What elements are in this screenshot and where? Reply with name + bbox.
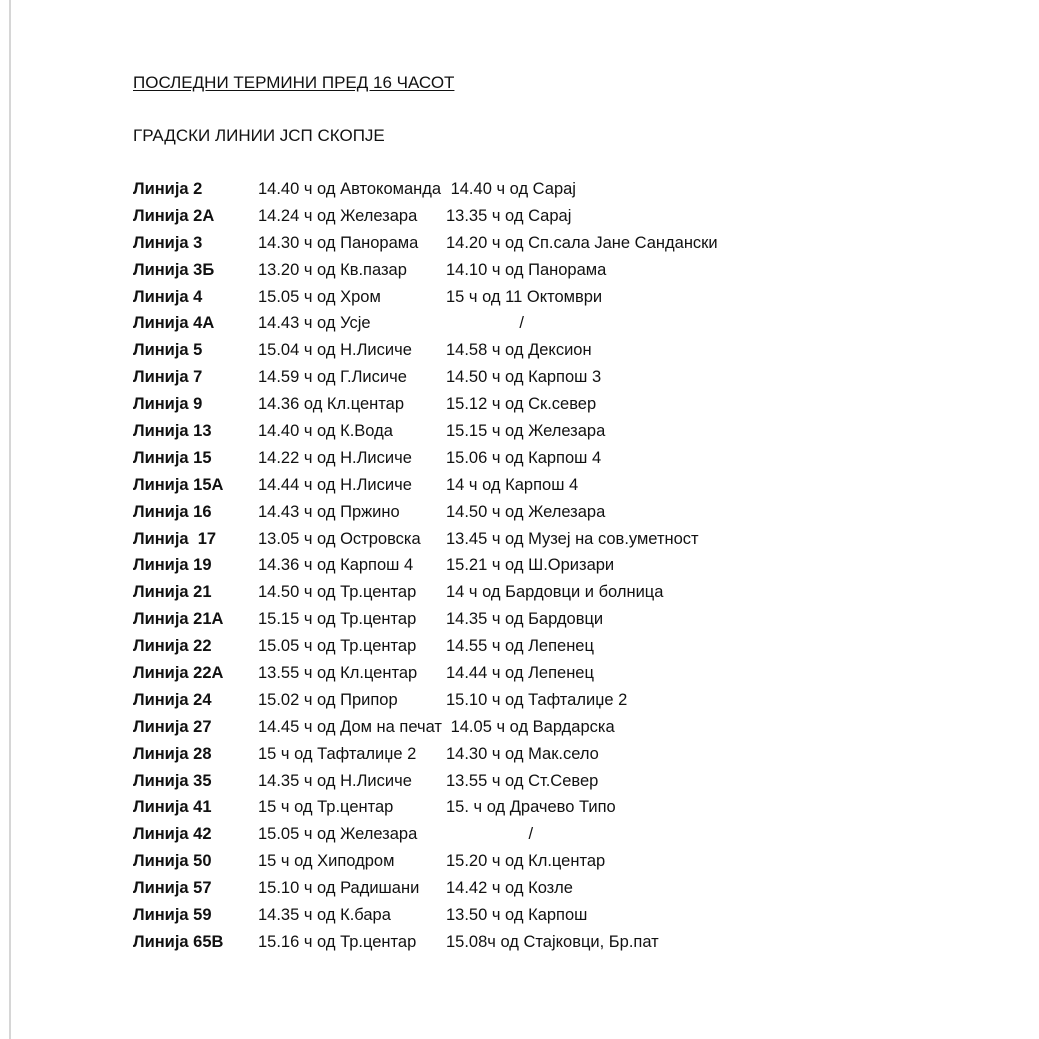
line-number: Линија 3 (133, 233, 203, 252)
schedule-row (133, 579, 1013, 606)
second-departure: 15.10 ч од Тафталиџе 2 (446, 690, 628, 709)
first-departure: 15 ч од Тр.центар (258, 798, 394, 817)
first-departure: 14.50 ч од Тр.центар (258, 583, 417, 602)
schedule-row (133, 606, 1013, 633)
first-departure: 14.59 ч од Г.Лисиче (258, 368, 407, 387)
line-number: Линија 17 (133, 529, 217, 548)
first-departure: 15.15 ч од Тр.центар (258, 610, 417, 629)
schedule-row (133, 821, 1013, 848)
second-departure: 14.50 ч од Железара (446, 502, 606, 521)
first-departure: 14.36 од Кл.центар (258, 395, 405, 414)
first-departure: 14.45 ч од Дом на печат (258, 717, 442, 736)
schedule-row (133, 337, 1013, 364)
document-body (133, 70, 1013, 956)
line-number: Линија 9 (133, 395, 203, 414)
schedule-row (133, 499, 1013, 526)
schedule-row (133, 848, 1013, 875)
first-departure: 14.36 ч од Карпош 4 (258, 556, 414, 575)
schedule-row (133, 768, 1013, 795)
first-departure: 13.20 ч од Кв.пазар (258, 260, 407, 279)
first-departure: 15.10 ч од Радишани (258, 879, 420, 898)
line-number: Линија 21 (133, 583, 212, 602)
second-departure: 13.35 ч од Сарај (446, 206, 572, 225)
line-number: Линија 2 (133, 179, 203, 198)
line-number: Линија 7 (133, 368, 203, 387)
first-departure: 13.55 ч од Кл.центар (258, 663, 418, 682)
second-departure: 14.35 ч од Бардовци (446, 610, 604, 629)
schedule-row (133, 875, 1013, 902)
schedule-row (133, 660, 1013, 687)
line-number: Линија 22А (133, 663, 224, 682)
first-departure: 14.30 ч од Панорама (258, 233, 419, 252)
first-departure: 15 ч од Тафталиџе 2 (258, 744, 417, 763)
first-departure: 13.05 ч од Островска (258, 529, 421, 548)
line-number: Линија 28 (133, 744, 212, 763)
second-departure: 15.12 ч од Ск.север (446, 395, 597, 414)
second-departure: 14.05 ч од Вардарска (446, 717, 615, 736)
line-number: Линија 57 (133, 879, 212, 898)
line-number: Линија 24 (133, 690, 212, 709)
first-departure: 14.40 ч од Автокоманда (258, 179, 442, 198)
first-departure: 14.44 ч од Н.Лисиче (258, 475, 412, 494)
first-departure: 14.35 ч од Н.Лисиче (258, 771, 412, 790)
document-subtitle: ГРАДСКИ ЛИНИИ ЈСП СКОПЈЕ (133, 126, 385, 145)
schedule-list (133, 176, 1013, 956)
second-departure: 15 ч од 11 Октомври (446, 287, 603, 306)
line-number: Линија 15А (133, 475, 224, 494)
first-departure: 14.43 ч од Пржино (258, 502, 400, 521)
line-number: Линија 3Б (133, 260, 215, 279)
second-departure: 14.40 ч од Сарај (446, 179, 576, 198)
second-departure: 14.55 ч од Лепенец (446, 637, 594, 656)
line-number: Линија 2А (133, 206, 215, 225)
line-number: Линија 13 (133, 421, 212, 440)
line-number: Линија 19 (133, 556, 212, 575)
second-departure: 14 ч од Бардовци и болница (446, 583, 664, 602)
line-number: Линија 65В (133, 932, 224, 951)
schedule-row (133, 176, 1013, 203)
line-number: Линија 41 (133, 798, 212, 817)
schedule-row (133, 687, 1013, 714)
line-number: Линија 4А (133, 314, 215, 333)
schedule-row (133, 552, 1013, 579)
schedule-row (133, 714, 1013, 741)
second-departure: 14.42 ч од Козле (446, 879, 573, 898)
schedule-row (133, 526, 1013, 553)
first-departure: 15.05 ч од Хром (258, 287, 381, 306)
first-departure: 15 ч од Хиподром (258, 852, 395, 871)
line-number: Линија 42 (133, 825, 212, 844)
document-title: ПОСЛЕДНИ ТЕРМИНИ ПРЕД 16 ЧАСОТ (133, 73, 455, 92)
first-departure: 14.22 ч од Н.Лисиче (258, 448, 412, 467)
second-departure: 14.20 ч од Сп.сала Јане Сандански (446, 233, 718, 252)
second-departure: 15.21 ч од Ш.Оризари (446, 556, 615, 575)
first-departure: 14.35 ч од К.бара (258, 905, 391, 924)
schedule-row (133, 445, 1013, 472)
second-departure: 15.15 ч од Железара (446, 421, 606, 440)
second-departure: 14.50 ч од Карпош 3 (446, 368, 602, 387)
schedule-row (133, 257, 1013, 284)
schedule-row (133, 230, 1013, 257)
second-departure: 15.08ч од Стајковци, Бр.пат (446, 932, 659, 951)
schedule-row (133, 310, 1013, 337)
second-departure: 14.10 ч од Панорама (446, 260, 607, 279)
second-departure: 14.58 ч од Дексион (446, 341, 592, 360)
schedule-row (133, 203, 1013, 230)
schedule-row (133, 418, 1013, 445)
schedule-row (133, 472, 1013, 499)
second-departure: / (446, 314, 524, 333)
first-departure: 14.40 ч од К.Вода (258, 421, 393, 440)
schedule-row (133, 633, 1013, 660)
second-departure: / (446, 825, 534, 844)
schedule-row (133, 741, 1013, 768)
second-departure: 13.55 ч од Ст.Север (446, 771, 599, 790)
schedule-row (133, 284, 1013, 311)
line-number: Линија 59 (133, 905, 212, 924)
schedule-row (133, 391, 1013, 418)
line-number: Линија 4 (133, 287, 203, 306)
second-departure: 14 ч од Карпош 4 (446, 475, 579, 494)
line-number: Линија 50 (133, 852, 212, 871)
schedule-row (133, 364, 1013, 391)
second-departure: 13.50 ч од Карпош (446, 905, 588, 924)
line-number: Линија 5 (133, 341, 203, 360)
first-departure: 15.05 ч од Тр.центар (258, 637, 417, 656)
line-number: Линија 27 (133, 717, 212, 736)
line-number: Линија 15 (133, 448, 212, 467)
schedule-row (133, 794, 1013, 821)
line-number: Линија 22 (133, 637, 212, 656)
second-departure: 13.45 ч од Музеј на сов.уметност (446, 529, 699, 548)
first-departure: 14.43 ч од Усје (258, 314, 371, 333)
first-departure: 15.02 ч од Припор (258, 690, 398, 709)
first-departure: 15.05 ч од Железара (258, 825, 418, 844)
second-departure: 14.44 ч од Лепенец (446, 663, 594, 682)
first-departure: 14.24 ч од Железара (258, 206, 418, 225)
second-departure: 15.06 ч од Карпош 4 (446, 448, 602, 467)
page-edge (9, 0, 11, 1039)
line-number: Линија 16 (133, 502, 212, 521)
second-departure: 14.30 ч од Мак.село (446, 744, 599, 763)
second-departure: 15.20 ч од Кл.центар (446, 852, 606, 871)
line-number: Линија 35 (133, 771, 212, 790)
second-departure: 15. ч од Драчево Типо (446, 798, 616, 817)
line-number: Линија 21А (133, 610, 224, 629)
schedule-row (133, 929, 1013, 956)
schedule-row (133, 902, 1013, 929)
first-departure: 15.04 ч од Н.Лисиче (258, 341, 412, 360)
first-departure: 15.16 ч од Тр.центар (258, 932, 417, 951)
